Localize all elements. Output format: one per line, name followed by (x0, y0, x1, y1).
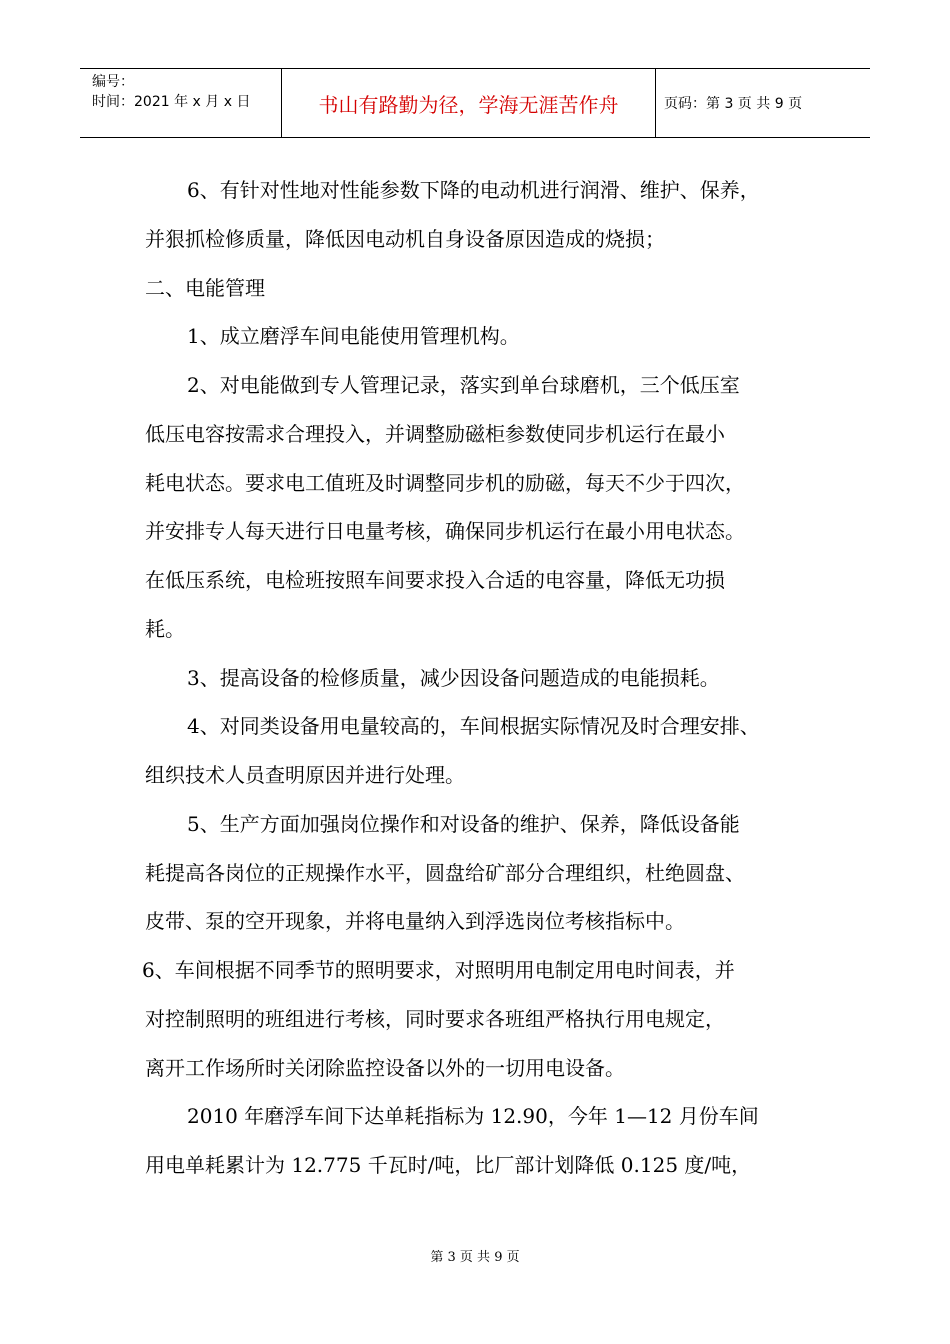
document-body (142, 166, 825, 1190)
paragraph-line: 5、生产方面加强岗位操作和对设备的维护、保养，降低设备能 (187, 811, 740, 836)
paragraph-line: 3、提高设备的检修质量，减少因设备问题造成的电能损耗。 (187, 665, 720, 690)
paragraph-line: 6、车间根据不同季节的照明要求，对照明用电制定用电时间表，并 (142, 958, 735, 982)
paragraph-line: 离开工作场所时关闭除监控设备以外的一切用电设备。 (145, 1055, 625, 1080)
paragraph-line: 皮带、泵的空开现象，并将电量纳入到浮选岗位考核指标中。 (145, 909, 685, 934)
paragraph-line: 耗电状态。要求电工值班及时调整同步机的励磁，每天不少于四次， (145, 470, 745, 495)
paragraph-line: 用电单耗累计为 12.775 千瓦时/吨，比厂部计划降低 0.125 度/吨， (145, 1153, 752, 1177)
paragraph-line: 并安排专人每天进行日电量考核，确保同步机运行在最小用电状态。 (145, 519, 745, 544)
paragraph-line: 2010 年磨浮车间下达单耗指标为 12.90，今年 1—12 月份车间 (187, 1104, 759, 1129)
time-label: 时间：2021 年 x 月 x 日 (92, 94, 251, 110)
paragraph-line: 并狠抓检修质量，降低因电动机自身设备原因造成的烧损； (145, 226, 665, 251)
header-meta (80, 69, 282, 137)
number-label: 编号： (92, 74, 134, 90)
paragraph-line: 耗提高各岗位的正规操作水平，圆盘给矿部分合理组织，杜绝圆盘、 (145, 860, 745, 885)
paragraph-line: 在低压系统，电检班按照车间要求投入合适的电容量，降低无功损 (145, 568, 725, 592)
page-header (80, 68, 870, 138)
paragraph-line: 2、对电能做到专人管理记录，落实到单台球磨机，三个低压室 (187, 373, 740, 397)
header-motto: 书山有路勤为径，学海无涯苦作舟 (282, 69, 656, 137)
section-heading: 二、电能管理 (145, 275, 265, 300)
page-footer: 第 3 页 共 9 页 (430, 1250, 520, 1265)
paragraph-line: 1、成立磨浮车间电能使用管理机构。 (187, 324, 520, 349)
paragraph-line: 6、有针对性地对性能参数下降的电动机进行润滑、维护、保养， (187, 178, 760, 202)
paragraph-line: 对控制照明的班组进行考核，同时要求各班组严格执行用电规定， (145, 1006, 725, 1031)
header-page-info: 页码：第 3 页 共 9 页 (664, 96, 803, 112)
paragraph-line: 组织技术人员查明原因并进行处理。 (145, 763, 465, 787)
paragraph-line: 低压电容按需求合理投入，并调整励磁柜参数使同步机运行在最小 (145, 421, 725, 446)
paragraph-line: 4、对同类设备用电量较高的，车间根据实际情况及时合理安排、 (187, 714, 760, 739)
paragraph-line: 耗。 (145, 616, 185, 641)
